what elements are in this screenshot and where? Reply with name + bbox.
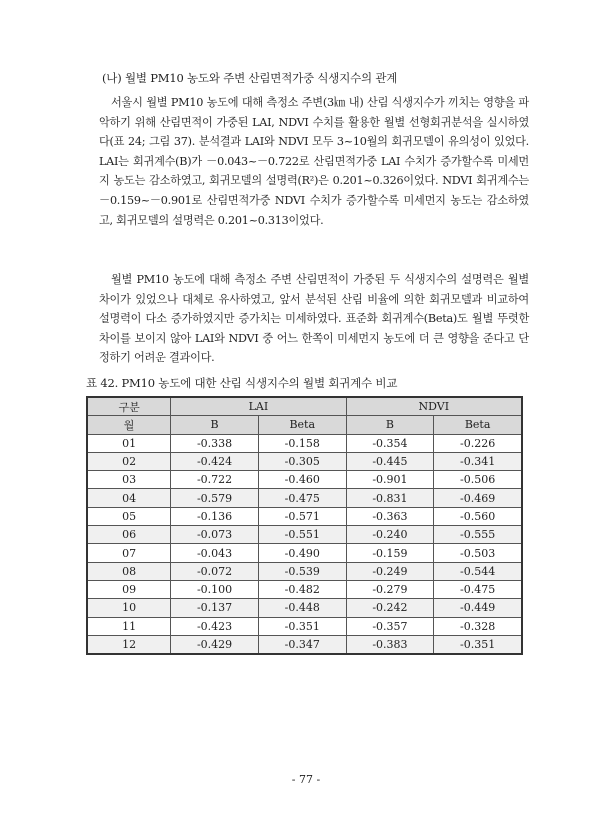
lai-beta-cell: -0.351 [258, 617, 346, 635]
lai-b-cell: -0.338 [171, 434, 259, 452]
month-cell: 10 [87, 599, 171, 617]
lai-beta-cell: -0.482 [258, 580, 346, 598]
table-row [87, 617, 522, 635]
lai-beta-cell: -0.539 [258, 562, 346, 580]
table-header-row-1 [87, 397, 522, 416]
ndvi-beta-cell: -0.341 [434, 452, 522, 470]
month-cell: 05 [87, 507, 171, 525]
lai-beta-cell: -0.448 [258, 599, 346, 617]
month-cell: 06 [87, 526, 171, 544]
table-row [87, 471, 522, 489]
header-ndvi-b: B [346, 416, 434, 434]
lai-b-cell: -0.072 [171, 562, 259, 580]
table-row [87, 434, 522, 452]
lai-beta-cell: -0.158 [258, 434, 346, 452]
section-heading: (나) 월별 PM10 농도와 주변 산림면적가중 식생지수의 관계 [102, 71, 398, 85]
ndvi-b-cell: -0.354 [346, 434, 434, 452]
header-month: 월 [87, 416, 171, 434]
ndvi-beta-cell: -0.503 [434, 544, 522, 562]
month-cell: 11 [87, 617, 171, 635]
header-ndvi: NDVI [346, 397, 522, 416]
header-lai-beta: Beta [258, 416, 346, 434]
table-header-row-2 [87, 416, 522, 434]
table-row [87, 452, 522, 470]
ndvi-beta-cell: -0.555 [434, 526, 522, 544]
lai-beta-cell: -0.571 [258, 507, 346, 525]
table-row [87, 599, 522, 617]
body-paragraph-2: 월별 PM10 농도에 대해 측정소 주변 산림면적이 가중된 두 식생지수의 설명력은 월별 차이가 있었으나 대체로 유사하였고, 앞서 분석된 산림 비율에 의한 회귀모델과 비교하여 설명력이 다소 증가하였지만 증가치는 미세하였다. 표준화 회귀계수(Beta)도 월별 뚜렷한 차이를 보이지 않아 LAI와 NDVI 중 어느 한쪽이 미세먼지 농도에 더 큰 영향을 준다고 단정하기 어려운 결과이다. [99, 273, 529, 365]
month-cell: 02 [87, 452, 171, 470]
table-row [87, 507, 522, 525]
month-cell: 09 [87, 580, 171, 598]
lai-b-cell: -0.579 [171, 489, 259, 507]
ndvi-b-cell: -0.159 [346, 544, 434, 562]
ndvi-b-cell: -0.242 [346, 599, 434, 617]
ndvi-beta-cell: -0.475 [434, 580, 522, 598]
table-body [87, 434, 522, 654]
header-lai-b: B [171, 416, 259, 434]
ndvi-b-cell: -0.901 [346, 471, 434, 489]
ndvi-b-cell: -0.383 [346, 635, 434, 654]
header-group: 구분 [87, 397, 171, 416]
ndvi-beta-cell: -0.560 [434, 507, 522, 525]
month-cell: 07 [87, 544, 171, 562]
lai-beta-cell: -0.551 [258, 526, 346, 544]
ndvi-b-cell: -0.357 [346, 617, 434, 635]
body-paragraph-1: 서울시 월별 PM10 농도에 대해 측정소 주변(3㎞ 내) 산림 식생지수가 끼치는 영향을 파악하기 위해 산림면적이 가중된 LAI, NDVI 수치를 활용한 월별 선형회귀분석을 실시하였다(표 24; 그림 37). 분석결과 LAI와 NDVI 모두 3~10월의 회귀모델이 유의성이 있었다. LAI는 회귀계수(B)가 －0.043~－0.722로 산림면적가중 LAI 수치가 증가할수록 미세먼지 농도는 감소하였고, 회귀모델의 설명력(R²)은 0.201~0.326이었다. NDVI 회귀계수는 －0.159~－0.901로 산림면적가중 NDVI 수치가 증가할수록 미세먼지 농도는 감소하였고, 회귀모델의 설명력은 0.201~0.313이었다. [99, 96, 529, 227]
ndvi-b-cell: -0.445 [346, 452, 434, 470]
lai-beta-cell: -0.460 [258, 471, 346, 489]
lai-b-cell: -0.423 [171, 617, 259, 635]
month-cell: 01 [87, 434, 171, 452]
ndvi-beta-cell: -0.506 [434, 471, 522, 489]
lai-b-cell: -0.722 [171, 471, 259, 489]
ndvi-b-cell: -0.249 [346, 562, 434, 580]
lai-beta-cell: -0.475 [258, 489, 346, 507]
month-cell: 12 [87, 635, 171, 654]
ndvi-beta-cell: -0.469 [434, 489, 522, 507]
ndvi-b-cell: -0.831 [346, 489, 434, 507]
table-caption: 표 42. PM10 농도에 대한 산림 식생지수의 월별 회귀계수 비교 [86, 376, 398, 390]
ndvi-beta-cell: -0.328 [434, 617, 522, 635]
ndvi-beta-cell: -0.449 [434, 599, 522, 617]
header-ndvi-beta: Beta [434, 416, 522, 434]
table-row [87, 544, 522, 562]
lai-b-cell: -0.429 [171, 635, 259, 654]
table-row [87, 580, 522, 598]
lai-b-cell: -0.100 [171, 580, 259, 598]
header-lai: LAI [171, 397, 346, 416]
ndvi-beta-cell: -0.226 [434, 434, 522, 452]
table-row [87, 635, 522, 654]
lai-b-cell: -0.424 [171, 452, 259, 470]
lai-beta-cell: -0.305 [258, 452, 346, 470]
lai-b-cell: -0.073 [171, 526, 259, 544]
ndvi-b-cell: -0.279 [346, 580, 434, 598]
lai-beta-cell: -0.347 [258, 635, 346, 654]
ndvi-b-cell: -0.240 [346, 526, 434, 544]
table-row [87, 562, 522, 580]
lai-b-cell: -0.136 [171, 507, 259, 525]
regression-coefficient-table [86, 396, 523, 655]
ndvi-beta-cell: -0.351 [434, 635, 522, 654]
month-cell: 04 [87, 489, 171, 507]
lai-beta-cell: -0.490 [258, 544, 346, 562]
table-row [87, 489, 522, 507]
lai-b-cell: -0.137 [171, 599, 259, 617]
ndvi-b-cell: -0.363 [346, 507, 434, 525]
page-number: - 77 - [291, 773, 321, 786]
table-row [87, 526, 522, 544]
lai-b-cell: -0.043 [171, 544, 259, 562]
month-cell: 03 [87, 471, 171, 489]
month-cell: 08 [87, 562, 171, 580]
ndvi-beta-cell: -0.544 [434, 562, 522, 580]
